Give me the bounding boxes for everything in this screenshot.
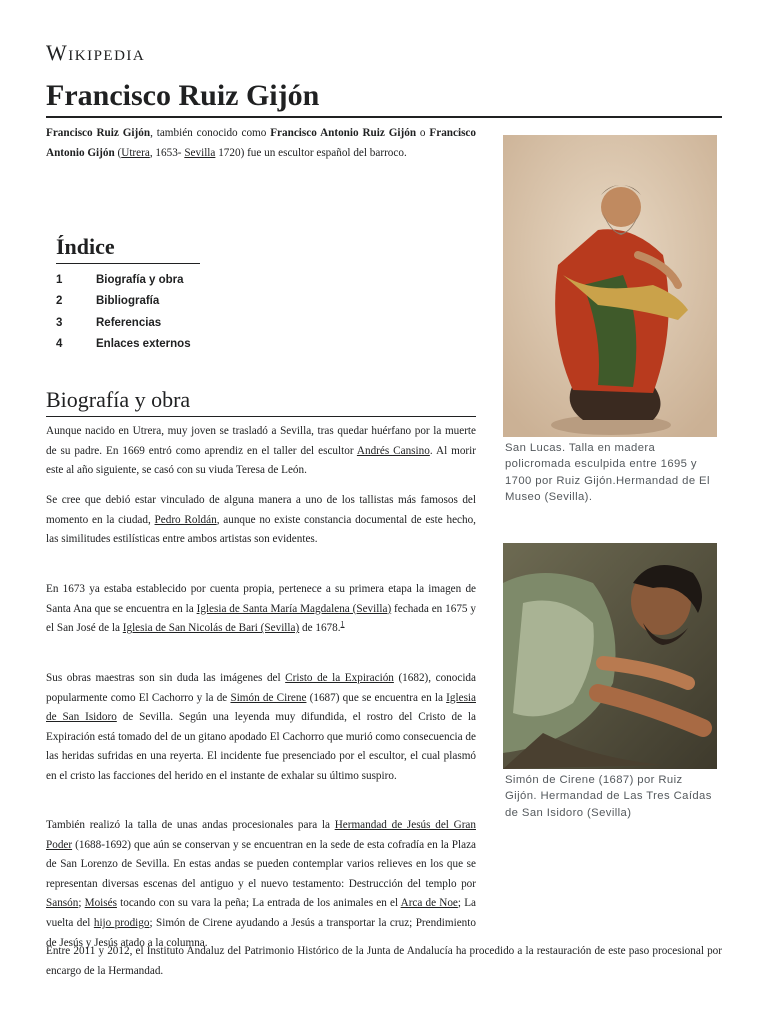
- link-iglesia-san-nicolas[interactable]: Iglesia de San Nicolás de Bari (Sevilla): [122, 622, 300, 635]
- link-sevilla[interactable]: Sevilla: [184, 146, 216, 159]
- section-heading-biografia: Biografía y obra: [46, 386, 476, 417]
- toc-item-biografia[interactable]: [56, 270, 306, 291]
- figure-san-lucas: [503, 135, 717, 506]
- text: 1720) fue un escultor español del barroco.: [215, 146, 407, 159]
- toc-item-bibliografia[interactable]: [56, 291, 306, 312]
- toc-item-enlaces[interactable]: [56, 334, 306, 355]
- link-andres-cansino[interactable]: Andrés Cansino: [356, 444, 430, 457]
- text: (1682), conocida popularmente como El Cachorro y la de: [46, 672, 476, 704]
- link-arca-de-noe[interactable]: Arca de Noe: [400, 897, 458, 910]
- simon-de-cirene-sculpture-icon: [503, 543, 717, 769]
- text: o: [416, 127, 430, 139]
- link-gran-poder[interactable]: Hermandad de Jesús del Gran Poder: [46, 819, 476, 851]
- san-lucas-image[interactable]: [503, 135, 717, 437]
- simon-de-cirene-image[interactable]: [503, 543, 717, 769]
- bold-name: Francisco Antonio Gijón: [46, 127, 476, 159]
- paragraph-5: [46, 816, 476, 953]
- figure-simon-de-cirene: [503, 543, 717, 821]
- text: Entre 2011 y 2012, el Instituto Andaluz del Patrimonio Histórico de la Junta de Andalucía ha procedido a la restauración de este paso procesional por encargo de la Hermandad.: [46, 945, 722, 977]
- paragraph-4: [46, 669, 476, 787]
- toc-label: Enlaces externos: [96, 337, 191, 350]
- toc-item-referencias[interactable]: [56, 313, 306, 334]
- text: (1687) que se encuentra en la: [306, 691, 447, 704]
- text: Aunque nacido en Utrera, muy joven se trasladó a Sevilla, tras quedar huérfano por la muerte de su padre. En 1669 entró como aprendiz en el taller del escultor: [46, 425, 476, 457]
- paragraph-1: [46, 422, 476, 481]
- link-hijo-prodigo[interactable]: hijo prodigo: [93, 916, 150, 929]
- toc-number: 1: [56, 274, 63, 286]
- toc-label: Biografía y obra: [96, 274, 184, 286]
- text: , aunque no existe constancia documental de este hecho, las similitudes estilísticas entre ambos artistas son evidentes.: [46, 513, 476, 546]
- intro-paragraph: [46, 124, 476, 163]
- text: También realizó la talla de unas andas procesionales para la: [46, 819, 335, 831]
- toc-number: 3: [56, 316, 63, 329]
- text: En 1673 ya estaba establecido por cuenta propia, pertenece a su primera etapa la imagen de Santa Ana que se encuentra en la: [46, 583, 476, 615]
- link-iglesia-san-isidoro[interactable]: Iglesia de San Isidoro: [46, 691, 476, 724]
- link-pedro-roldan[interactable]: Pedro Roldán: [154, 513, 217, 526]
- link-moises[interactable]: Moisés: [84, 897, 117, 910]
- link-cristo-expiracion[interactable]: Cristo de la Expiración: [285, 672, 394, 684]
- link-sanson[interactable]: Sansón: [46, 897, 79, 910]
- text: , 1653-: [149, 146, 185, 159]
- text: ; La vuelta del: [46, 897, 476, 929]
- link-iglesia-magdalena[interactable]: Iglesia de Santa María Magdalena (Sevilla): [196, 602, 392, 615]
- bold-name: Francisco Ruiz Gijón: [46, 127, 151, 139]
- toc-label: Bibliografía: [96, 295, 160, 308]
- table-of-contents: [56, 232, 306, 355]
- text: ;: [78, 897, 85, 910]
- caption-simon-de-cirene: Simón de Cirene (1687) por Ruiz Gijón. Hermandad de Las Tres Caídas de San Isidoro (Sevilla): [505, 774, 712, 819]
- san-lucas-sculpture-icon: [503, 135, 717, 437]
- text: . Al morir este al año siguiente, se casó con su viuda Teresa de León.: [46, 444, 476, 477]
- paragraph-2: [46, 491, 476, 550]
- caption-san-lucas: San Lucas. Talla en madera policromada esculpida entre 1695 y 1700 por Ruiz Gijón.Hermandad de El Museo (Sevilla).: [505, 442, 710, 504]
- text: tocando con su vara la peña; La entrada de los animales en el: [116, 897, 401, 910]
- text: de Sevilla. Según una leyenda muy difundida, el rostro del Cristo de la Expiración está tomado del de un gitano apodado El Cachorro que murió como consecuencia de las heridas sufridas en una reyerta. El incidente fue presenciado por el escultor, el cual plasmó en el cristo las facciones del herido en el instante de exhalar su último suspiro.: [46, 711, 476, 782]
- reference-link[interactable]: 1: [340, 619, 345, 629]
- toc-title: Índice: [56, 232, 200, 264]
- paragraph-3: [46, 580, 476, 639]
- text: fechada en 1675 y el San José de la: [46, 602, 476, 635]
- paragraph-6: [46, 942, 722, 981]
- toc-label: Referencias: [96, 316, 162, 329]
- bold-name: Francisco Antonio Ruiz Gijón: [270, 127, 417, 139]
- wikipedia-wordmark[interactable]: Wikipedia: [46, 40, 146, 65]
- text: Sus obras maestras son sin duda las imágenes del: [46, 672, 286, 684]
- page-title: Francisco Ruiz Gijón: [46, 78, 722, 118]
- text: (1688-1692) que aún se conservan y se encuentran en la sede de esta cofradía en la Plaza de San Lorenzo de Sevilla. En estas andas se pueden contemplar varios relieves en los que se representan diversas escenas del antiguo y el nuevo testamento: Destrucción del templo por: [46, 838, 476, 890]
- text: ; Simón de Cirene ayudando a Jesús a transportar la cruz; Prendimiento de Jesús y Jesús atado a la columna.: [46, 916, 476, 949]
- text: (: [114, 146, 122, 159]
- link-simon-de-cirene[interactable]: Simón de Cirene: [230, 691, 307, 704]
- text: , también conocido como: [150, 127, 271, 139]
- text: Se cree que debió estar vinculado de alguna manera a uno de los tallistas más famosos del momento en la ciudad,: [46, 494, 476, 526]
- link-utrera[interactable]: Utrera: [121, 146, 150, 159]
- toc-number: 2: [56, 295, 63, 308]
- toc-number: 4: [56, 337, 63, 350]
- text: de 1678.: [299, 622, 341, 635]
